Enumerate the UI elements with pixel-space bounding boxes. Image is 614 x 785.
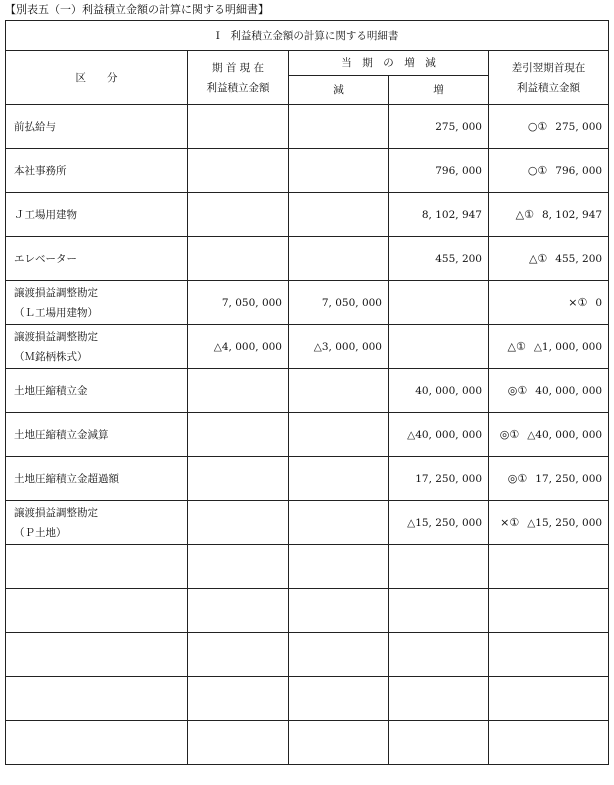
opening-cell xyxy=(188,369,289,413)
closing-value: 40, 000, 000 xyxy=(535,384,603,397)
table-row xyxy=(6,369,609,413)
blank-cell xyxy=(188,589,289,633)
adjustment-mark: △① xyxy=(515,208,534,221)
blank-cell xyxy=(389,633,489,677)
opening-cell xyxy=(188,501,289,545)
closing-cell xyxy=(489,501,609,545)
increase-cell: 8, 102, 947 xyxy=(389,193,489,237)
closing-value: 17, 250, 000 xyxy=(535,472,603,485)
row-label xyxy=(6,369,188,413)
table-row xyxy=(6,501,609,545)
blank-row xyxy=(6,721,609,765)
table-row xyxy=(6,325,609,369)
increase-cell: 455, 200 xyxy=(389,237,489,281)
opening-cell xyxy=(188,413,289,457)
blank-cell xyxy=(489,721,609,765)
blank-cell xyxy=(289,589,389,633)
closing-header-line2: 利益積立金額 xyxy=(517,81,581,94)
row-label xyxy=(6,457,188,501)
row-label-line2: （Ｍ銘柄株式） xyxy=(14,350,88,363)
blank-cell xyxy=(188,633,289,677)
blank-cell xyxy=(6,545,188,589)
blank-cell xyxy=(389,721,489,765)
adjustment-mark: ×① xyxy=(500,516,520,529)
row-label xyxy=(6,413,188,457)
closing-value: 455, 200 xyxy=(555,252,603,265)
row-label-line1: 譲渡損益調整勘定 xyxy=(14,286,98,299)
decrease-cell: △3, 000, 000 xyxy=(289,325,389,369)
closing-cell xyxy=(489,193,609,237)
blank-cell xyxy=(188,721,289,765)
closing-value: 275, 000 xyxy=(555,120,603,133)
closing-value: 8, 102, 947 xyxy=(541,208,603,221)
opening-cell: 7, 050, 000 xyxy=(188,281,289,325)
row-label-line2: （Ｌ工場用建物） xyxy=(14,306,98,319)
row-label-line1: Ｊ工場用建物 xyxy=(14,208,77,221)
closing-header-line1: 差引翌期首現在 xyxy=(511,61,586,74)
decrease-cell xyxy=(289,105,389,149)
change-group-header: 当 期 の 増 減 xyxy=(289,51,489,76)
increase-cell xyxy=(389,281,489,325)
row-label xyxy=(6,237,188,281)
decrease-cell xyxy=(289,457,389,501)
table-row xyxy=(6,237,609,281)
increase-cell xyxy=(389,325,489,369)
row-label-line1: 土地圧縮積立金超過額 xyxy=(14,472,119,485)
blank-cell xyxy=(6,721,188,765)
closing-value: △15, 250, 000 xyxy=(527,516,603,529)
decrease-cell xyxy=(289,193,389,237)
closing-value: △1, 000, 000 xyxy=(533,340,603,353)
increase-cell: 796, 000 xyxy=(389,149,489,193)
adjustment-mark: ○① xyxy=(527,164,548,177)
opening-cell: △4, 000, 000 xyxy=(188,325,289,369)
closing-cell xyxy=(489,369,609,413)
row-label-line1: 前払給与 xyxy=(14,120,56,133)
blank-row xyxy=(6,545,609,589)
blank-cell xyxy=(188,677,289,721)
decrease-cell xyxy=(289,501,389,545)
opening-cell xyxy=(188,149,289,193)
increase-cell: 40, 000, 000 xyxy=(389,369,489,413)
profit-reserve-table xyxy=(5,20,609,765)
blank-cell xyxy=(489,677,609,721)
closing-cell xyxy=(489,325,609,369)
increase-cell: △40, 000, 000 xyxy=(389,413,489,457)
row-label xyxy=(6,325,188,369)
table-row xyxy=(6,105,609,149)
blank-cell xyxy=(6,589,188,633)
blank-cell xyxy=(188,545,289,589)
increase-cell: 275, 000 xyxy=(389,105,489,149)
opening-cell xyxy=(188,193,289,237)
table-row xyxy=(6,457,609,501)
decrease-cell xyxy=(289,413,389,457)
closing-value: 796, 000 xyxy=(555,164,603,177)
blank-cell xyxy=(6,633,188,677)
blank-row xyxy=(6,589,609,633)
blank-cell xyxy=(289,721,389,765)
blank-row xyxy=(6,677,609,721)
closing-cell xyxy=(489,281,609,325)
blank-row xyxy=(6,633,609,677)
blank-cell xyxy=(389,589,489,633)
blank-cell xyxy=(489,589,609,633)
table-row xyxy=(6,193,609,237)
closing-cell xyxy=(489,149,609,193)
opening-cell xyxy=(188,237,289,281)
increase-cell: 17, 250, 000 xyxy=(389,457,489,501)
table-row xyxy=(6,149,609,193)
row-label-line1: エレベーター xyxy=(14,252,77,265)
row-label-line2: （Ｐ土地） xyxy=(14,526,67,539)
blank-cell xyxy=(289,633,389,677)
blank-cell xyxy=(6,677,188,721)
opening-header-line2: 利益積立金額 xyxy=(206,81,270,94)
adjustment-mark: △① xyxy=(528,252,548,265)
decrease-cell xyxy=(289,237,389,281)
category-header: 区 分 xyxy=(6,51,188,105)
adjustment-mark: ×① xyxy=(568,296,588,309)
decrease-header: 減 xyxy=(289,76,389,105)
closing-cell xyxy=(489,457,609,501)
closing-cell xyxy=(489,413,609,457)
increase-cell: △15, 250, 000 xyxy=(389,501,489,545)
row-label-line1: 土地圧縮積立金減算 xyxy=(14,428,109,441)
adjustment-mark: ◎① xyxy=(507,472,528,485)
row-label xyxy=(6,105,188,149)
table-row xyxy=(6,281,609,325)
row-label xyxy=(6,193,188,237)
blank-cell xyxy=(489,633,609,677)
closing-value: △40, 000, 000 xyxy=(527,428,603,441)
adjustment-mark: ◎① xyxy=(507,384,528,397)
row-label-line1: 譲渡損益調整勘定 xyxy=(14,330,98,343)
opening-header-line1: 期 首 現 在 xyxy=(211,61,264,74)
closing-cell xyxy=(489,237,609,281)
table-row xyxy=(6,413,609,457)
decrease-cell xyxy=(289,369,389,413)
opening-cell xyxy=(188,105,289,149)
closing-value: 0 xyxy=(595,296,603,309)
opening-cell xyxy=(188,457,289,501)
form-title: 【別表五（一）利益積立金額の計算に関する明細書】 xyxy=(5,3,269,16)
blank-cell xyxy=(289,545,389,589)
decrease-cell xyxy=(289,149,389,193)
blank-cell xyxy=(489,545,609,589)
row-label xyxy=(6,281,188,325)
row-label xyxy=(6,501,188,545)
blank-cell xyxy=(289,677,389,721)
row-label-line1: 土地圧縮積立金 xyxy=(14,384,88,397)
row-label-line1: 本社事務所 xyxy=(14,164,67,177)
adjustment-mark: ◎① xyxy=(499,428,520,441)
blank-cell xyxy=(389,677,489,721)
table-caption: Ⅰ 利益積立金額の計算に関する明細書 xyxy=(6,21,609,51)
row-label-line1: 譲渡損益調整勘定 xyxy=(14,506,98,519)
decrease-cell: 7, 050, 000 xyxy=(289,281,389,325)
opening-header xyxy=(188,51,289,105)
adjustment-mark: ○① xyxy=(527,120,548,133)
closing-cell xyxy=(489,105,609,149)
row-label xyxy=(6,149,188,193)
blank-cell xyxy=(389,545,489,589)
increase-header: 増 xyxy=(389,76,489,105)
adjustment-mark: △① xyxy=(507,340,526,353)
closing-header xyxy=(489,51,609,105)
